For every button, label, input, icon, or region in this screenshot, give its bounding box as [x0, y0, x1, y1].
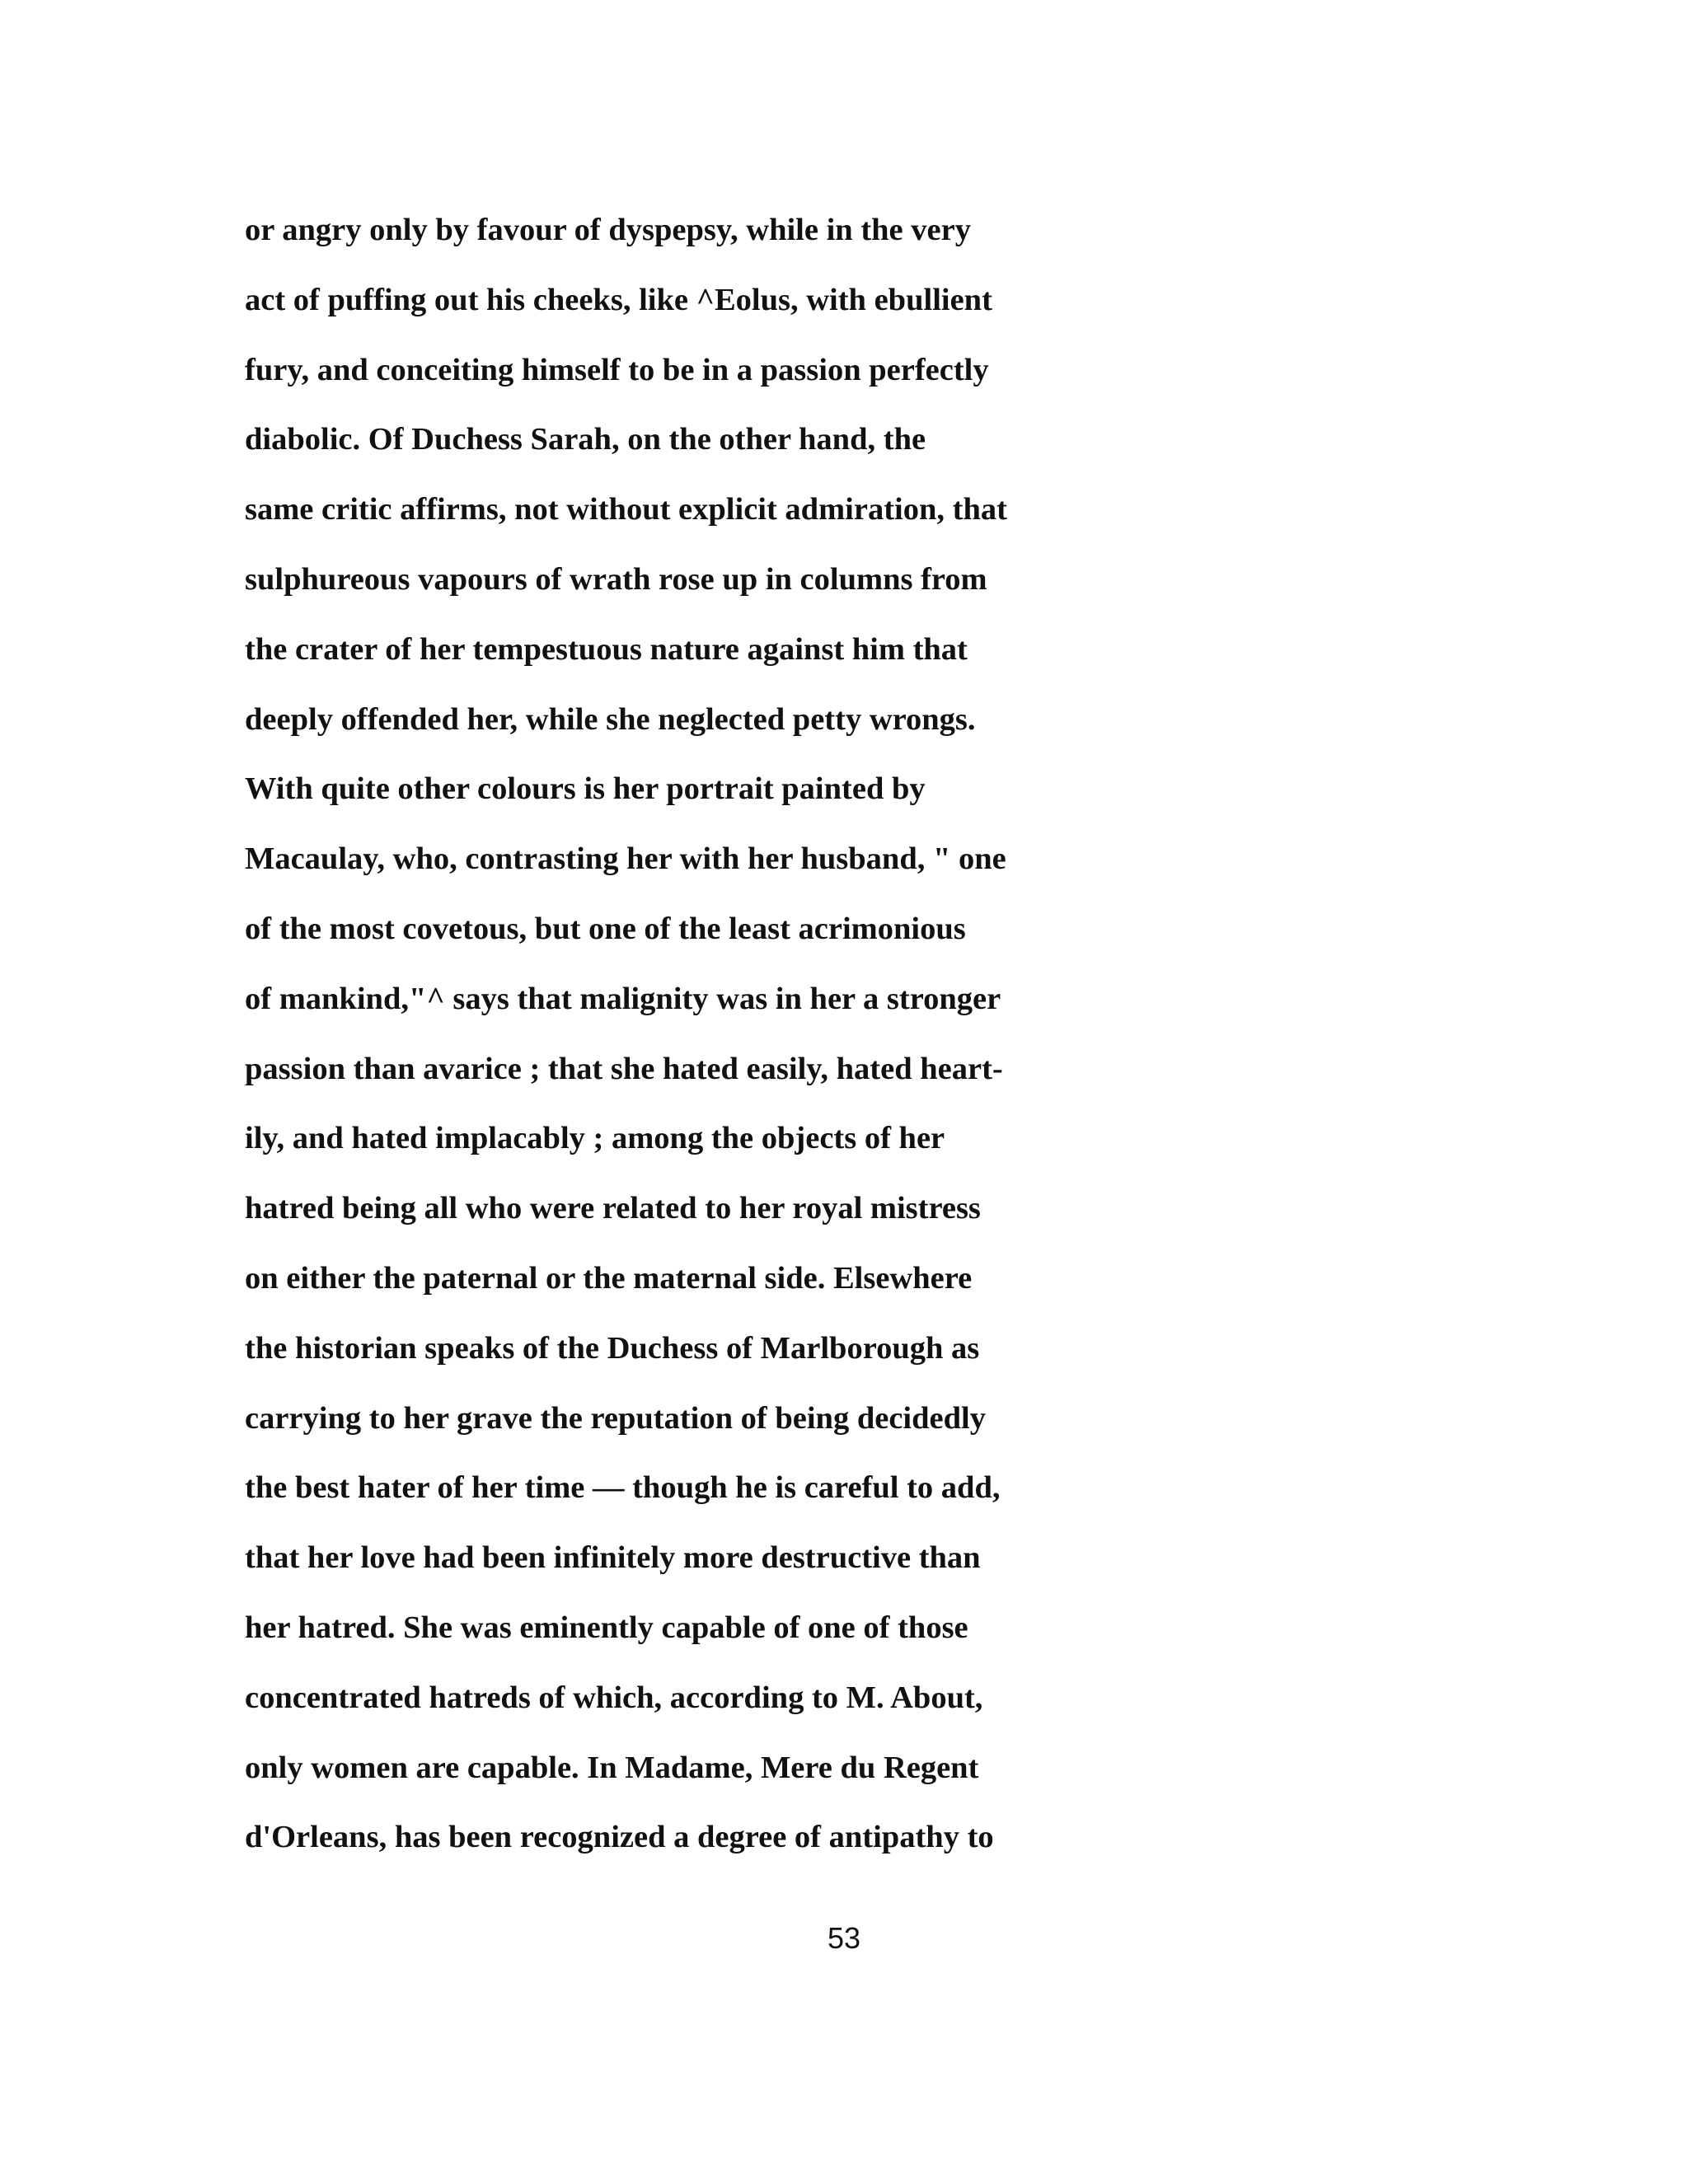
text-line: same critic affirms, not without explicit admiration, that [245, 492, 1007, 527]
text-line: deeply offended her, while she neglected petty wrongs. [245, 701, 976, 737]
text-line: Macaulay, who, contrasting her with her husband, " one [245, 841, 1006, 877]
text-line: of mankind,"^ says that malignity was in her a stronger [245, 981, 1001, 1016]
text-line: the historian speaks of the Duchess of Marlborough as [245, 1330, 980, 1366]
text-line: on either the paternal or the maternal side. Elsewhere [245, 1260, 973, 1296]
text-line: concentrated hatreds of which, according to M. About, [245, 1680, 983, 1715]
text-line: act of puffing out his cheeks, like ^Eolus, with ebullient [245, 282, 992, 317]
text-line: passion than avarice ; that she hated easily, hated heart- [245, 1051, 1003, 1086]
text-line: carrying to her grave the reputation of being decidedly [245, 1400, 986, 1436]
text-line: hatred being all who were related to her royal mistress [245, 1191, 981, 1226]
page-number: 53 [827, 1921, 861, 1955]
text-line: or angry only by favour of dyspepsy, while in the very [245, 213, 971, 247]
text-line: sulphureous vapours of wrath rose up in columns from [245, 561, 987, 597]
text-line: the best hater of her time — though he is careful to add, [245, 1470, 1001, 1506]
text-line: fury, and conceiting himself to be in a passion perfectly [245, 352, 989, 387]
text-line: diabolic. Of Duchess Sarah, on the other hand, the [245, 422, 926, 457]
text-line: her hatred. She was eminently capable of one of those [245, 1610, 968, 1645]
text-line: of the most covetous, but one of the least acrimonious [245, 911, 966, 946]
text-line: d'Orleans, has been recognized a degree of antipathy to [245, 1820, 994, 1855]
text-line: With quite other colours is her portrait painted by [245, 771, 926, 807]
body-text [245, 195, 1481, 1872]
text-line: only women are capable. In Madame, Mere du Regent [245, 1750, 979, 1785]
text-line: ily, and hated implacably ; among the objects of her [245, 1121, 945, 1156]
text-line: the crater of her tempestuous nature against him that [245, 631, 968, 667]
text-line: that her love had been infinitely more destructive than [245, 1540, 981, 1576]
